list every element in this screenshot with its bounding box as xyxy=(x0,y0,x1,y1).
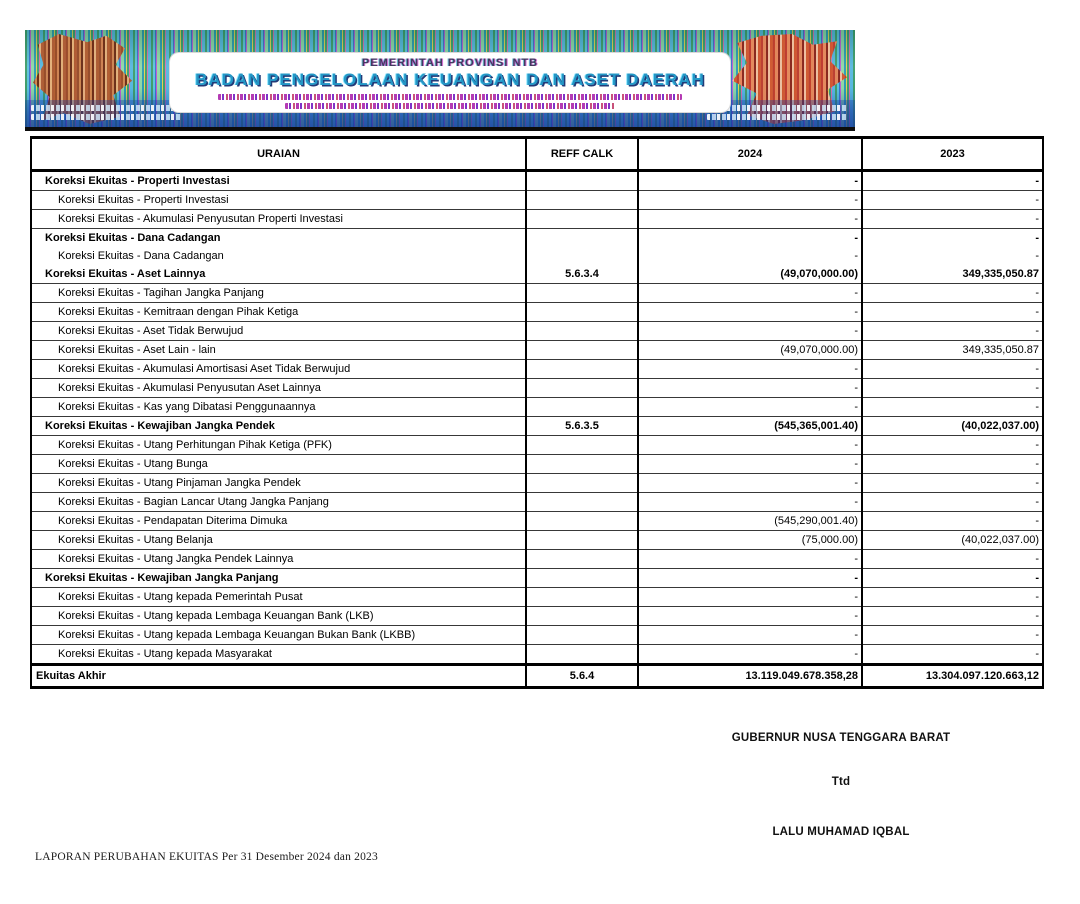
cell-reff xyxy=(526,229,638,248)
government-name: PEMERINTAH PROVINSI NTB xyxy=(361,57,539,69)
cell-2023: - xyxy=(862,626,1043,645)
cell-2024: - xyxy=(638,474,862,493)
cell-reff: 5.6.4 xyxy=(526,665,638,688)
cell-uraian: Koreksi Ekuitas - Kewajiban Jangka Panjang xyxy=(31,569,526,588)
signature-name: LALU MUHAMAD IQBAL xyxy=(772,826,910,838)
table-row xyxy=(31,569,1043,588)
cell-reff xyxy=(526,493,638,512)
table-row xyxy=(31,474,1043,493)
cell-2024: - xyxy=(638,322,862,341)
cell-reff xyxy=(526,303,638,322)
cell-uraian: Koreksi Ekuitas - Pendapatan Diterima Dimuka xyxy=(31,512,526,531)
column-header: 2024 xyxy=(638,138,862,171)
cell-2024: - xyxy=(638,626,862,645)
cell-2023: - xyxy=(862,191,1043,210)
cell-reff xyxy=(526,436,638,455)
cell-2024: - xyxy=(638,398,862,417)
cell-reff xyxy=(526,379,638,398)
cell-2024: - xyxy=(638,588,862,607)
cell-2024: - xyxy=(638,493,862,512)
table-row xyxy=(31,531,1043,550)
cell-reff: 5.6.3.5 xyxy=(526,417,638,436)
cell-2023: 349,335,050.87 xyxy=(862,265,1043,284)
letterhead-title-box xyxy=(170,53,730,112)
cell-2024: - xyxy=(638,229,862,248)
table-row xyxy=(31,303,1043,322)
cell-2023: - xyxy=(862,569,1043,588)
cell-2023: - xyxy=(862,455,1043,474)
cell-uraian: Koreksi Ekuitas - Akumulasi Amortisasi Aset Tidak Berwujud xyxy=(31,360,526,379)
cell-uraian: Koreksi Ekuitas - Properti Investasi xyxy=(31,171,526,191)
table-row xyxy=(31,645,1043,665)
table-row xyxy=(31,379,1043,398)
cell-uraian: Koreksi Ekuitas - Kemitraan dengan Pihak Ketiga xyxy=(31,303,526,322)
table-body xyxy=(31,171,1043,665)
cell-uraian: Koreksi Ekuitas - Kas yang Dibatasi Penggunaannya xyxy=(31,398,526,417)
cell-uraian: Koreksi Ekuitas - Utang Jangka Pendek Lainnya xyxy=(31,550,526,569)
cell-2024: (75,000.00) xyxy=(638,531,862,550)
cell-2023: - xyxy=(862,512,1043,531)
cell-2024: - xyxy=(638,191,862,210)
cell-2024: (545,365,001.40) xyxy=(638,417,862,436)
cell-2024: - xyxy=(638,210,862,229)
cell-uraian: Koreksi Ekuitas - Aset Lainnya xyxy=(31,265,526,284)
cell-uraian: Koreksi Ekuitas - Utang kepada Masyarakat xyxy=(31,645,526,665)
cell-uraian: Koreksi Ekuitas - Utang kepada Lembaga Keuangan Bank (LKB) xyxy=(31,607,526,626)
cell-reff xyxy=(526,247,638,265)
cell-2024: - xyxy=(638,284,862,303)
table-row xyxy=(31,550,1043,569)
cell-uraian: Koreksi Ekuitas - Utang kepada Pemerintah Pusat xyxy=(31,588,526,607)
column-header: 2023 xyxy=(862,138,1043,171)
cell-2024: (49,070,000.00) xyxy=(638,265,862,284)
column-header: URAIAN xyxy=(31,138,526,171)
table-row xyxy=(31,210,1043,229)
cell-reff xyxy=(526,191,638,210)
glitch-text-left xyxy=(31,105,181,123)
cell-uraian: Koreksi Ekuitas - Aset Lain - lain xyxy=(31,341,526,360)
cell-2024: - xyxy=(638,379,862,398)
cell-2024: - xyxy=(638,569,862,588)
cell-reff xyxy=(526,550,638,569)
cell-2024: - xyxy=(638,455,862,474)
cell-uraian: Koreksi Ekuitas - Akumulasi Penyusutan Properti Investasi xyxy=(31,210,526,229)
cell-2024: - xyxy=(638,171,862,191)
table-row xyxy=(31,455,1043,474)
cell-2023: - xyxy=(862,645,1043,665)
table-header xyxy=(31,138,1043,171)
table-row xyxy=(31,322,1043,341)
cell-2023: - xyxy=(862,550,1043,569)
cell-2024: 13.119.049.678.358,28 xyxy=(638,665,862,688)
table-header-row xyxy=(31,138,1043,171)
cell-uraian: Koreksi Ekuitas - Tagihan Jangka Panjang xyxy=(31,284,526,303)
cell-2023: - xyxy=(862,171,1043,191)
cell-uraian: Koreksi Ekuitas - Utang Belanja xyxy=(31,531,526,550)
table-row xyxy=(31,341,1043,360)
cell-2023: - xyxy=(862,247,1043,265)
cell-uraian: Koreksi Ekuitas - Properti Investasi xyxy=(31,191,526,210)
cell-2024: - xyxy=(638,645,862,665)
cell-2023: - xyxy=(862,229,1043,248)
cell-2023: (40,022,037.00) xyxy=(862,417,1043,436)
cell-2024: - xyxy=(638,360,862,379)
cell-2023: - xyxy=(862,436,1043,455)
cell-2023: - xyxy=(862,588,1043,607)
cell-uraian: Koreksi Ekuitas - Dana Cadangan xyxy=(45,232,221,244)
cell-reff xyxy=(526,607,638,626)
glitch-address-line-1 xyxy=(218,94,682,100)
cell-reff xyxy=(526,360,638,379)
cell-2023: - xyxy=(862,322,1043,341)
signature-ttd: Ttd xyxy=(831,776,851,788)
cell-uraian: Ekuitas Akhir xyxy=(31,665,526,688)
cell-2023: - xyxy=(862,607,1043,626)
cell-2023: - xyxy=(862,493,1043,512)
table-row xyxy=(31,191,1043,210)
cell-2024: (49,070,000.00) xyxy=(638,341,862,360)
cell-2023: - xyxy=(862,360,1043,379)
cell-reff xyxy=(526,341,638,360)
total-row xyxy=(31,665,1043,688)
cell-2024: - xyxy=(638,303,862,322)
table-row xyxy=(31,417,1043,436)
cell-reff xyxy=(526,588,638,607)
cell-uraian: Koreksi Ekuitas - Aset Tidak Berwujud xyxy=(31,322,526,341)
agency-name: BADAN PENGELOLAAN KEUANGAN DAN ASET DAERAH xyxy=(195,70,705,89)
cell-uraian: Koreksi Ekuitas - Dana Cadangan xyxy=(58,250,224,262)
letterhead-banner xyxy=(25,30,855,131)
cell-2023: - xyxy=(862,303,1043,322)
cell-2024: - xyxy=(638,436,862,455)
cell-uraian: Koreksi Ekuitas - Akumulasi Penyusutan Aset Lainnya xyxy=(31,379,526,398)
cell-reff xyxy=(526,474,638,493)
cell-2023: (40,022,037.00) xyxy=(862,531,1043,550)
cell-reff xyxy=(526,645,638,665)
cell-uraian: Koreksi Ekuitas - Bagian Lancar Utang Jangka Panjang xyxy=(31,493,526,512)
glitch-text-line xyxy=(31,114,181,120)
cell-2023: - xyxy=(862,474,1043,493)
cell-2023: - xyxy=(862,379,1043,398)
cell-2023: 13.304.097.120.663,12 xyxy=(862,665,1043,688)
cell-reff xyxy=(526,531,638,550)
cell-reff xyxy=(526,284,638,303)
table-row xyxy=(31,607,1043,626)
cell-reff xyxy=(526,512,638,531)
cell-reff xyxy=(526,322,638,341)
cell-uraian: Koreksi Ekuitas - Kewajiban Jangka Pendek xyxy=(31,417,526,436)
cell-2024: (545,290,001.40) xyxy=(638,512,862,531)
table-row xyxy=(31,247,1043,265)
cell-reff xyxy=(526,569,638,588)
cell-uraian: Koreksi Ekuitas - Utang kepada Lembaga Keuangan Bukan Bank (LKBB) xyxy=(31,626,526,645)
glitch-address-line-2 xyxy=(285,103,615,109)
table-row xyxy=(31,588,1043,607)
table-row xyxy=(31,360,1043,379)
table-row xyxy=(31,265,1043,284)
table-footer xyxy=(31,665,1043,688)
cell-uraian: Koreksi Ekuitas - Utang Pinjaman Jangka Pendek xyxy=(31,474,526,493)
glitch-text-line xyxy=(707,114,847,120)
cell-2023: 349,335,050.87 xyxy=(862,341,1043,360)
glitch-text-line xyxy=(31,105,181,111)
cell-reff xyxy=(526,171,638,191)
cell-2024: - xyxy=(638,550,862,569)
table-row xyxy=(31,626,1043,645)
equity-change-table xyxy=(30,136,1044,689)
cell-reff xyxy=(526,398,638,417)
signature-title: GUBERNUR NUSA TENGGARA BARAT xyxy=(731,732,951,744)
cell-2024: - xyxy=(638,607,862,626)
table-row xyxy=(31,171,1043,191)
table-row xyxy=(31,436,1043,455)
report-footer-note: LAPORAN PERUBAHAN EKUITAS Per 31 Desember 2024 dan 2023 xyxy=(35,851,378,863)
cell-reff xyxy=(526,455,638,474)
table-row xyxy=(31,229,1043,248)
cell-2024: - xyxy=(638,247,862,265)
cell-reff xyxy=(526,210,638,229)
cell-uraian: Koreksi Ekuitas - Utang Perhitungan Pihak Ketiga (PFK) xyxy=(31,436,526,455)
cell-2023: - xyxy=(862,284,1043,303)
table-row xyxy=(31,512,1043,531)
table-row xyxy=(31,493,1043,512)
cell-reff xyxy=(526,626,638,645)
column-header: REFF CALK xyxy=(526,138,638,171)
table-row xyxy=(31,398,1043,417)
cell-2023: - xyxy=(862,398,1043,417)
cell-2023: - xyxy=(862,210,1043,229)
cell-uraian: Koreksi Ekuitas - Utang Bunga xyxy=(31,455,526,474)
table-row xyxy=(31,284,1043,303)
cell-reff: 5.6.3.4 xyxy=(526,265,638,284)
